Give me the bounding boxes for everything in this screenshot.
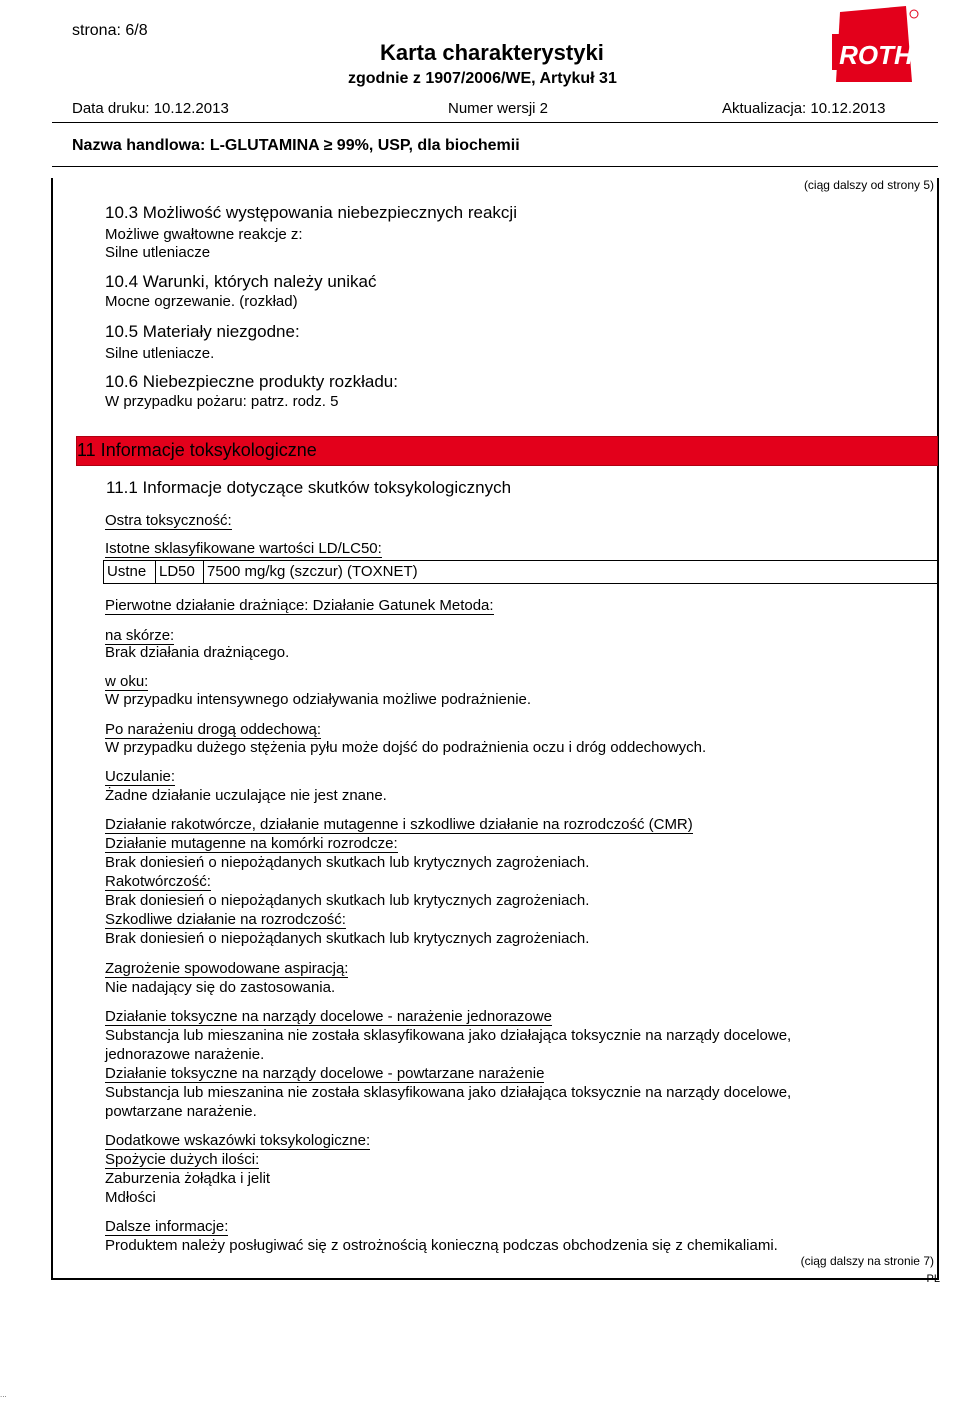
section-11-title: 11 Informacje toksykologiczne xyxy=(77,440,317,460)
ld-type: LD50 xyxy=(156,561,204,583)
logo-text: ROTH xyxy=(839,40,913,70)
reproductive-value: Brak doniesień o niepożądanych skutkach lub krytycznych zagrożeniach. xyxy=(105,930,590,947)
section-11-bar xyxy=(76,436,938,466)
ld-route: Ustne xyxy=(104,561,156,583)
document-subtitle: zgodnie z 1907/2006/WE, Artykuł 31 xyxy=(348,70,617,87)
heading-10-5: 10.5 Materiały niezgodne: xyxy=(105,322,300,341)
aspiration-label: Zagrożenie spowodowane aspiracją: xyxy=(105,960,349,977)
stot-re-line1: Substancja lub mieszanina nie została sklasyfikowana jako działająca toksycznie na narządy docelowe, xyxy=(105,1084,792,1101)
further-info-label: Dalsze informacje: xyxy=(105,1218,229,1235)
inhalation-label: Po narażeniu drogą oddechową: xyxy=(105,721,321,738)
eye-label: w oku: xyxy=(105,673,149,690)
trade-name xyxy=(72,137,520,155)
stot-se-heading: Działanie toksyczne na narządy docelowe - narażenie jednorazowe xyxy=(105,1008,552,1025)
heading-10-3: 10.3 Możliwość występowania niebezpiecznych reakcji xyxy=(105,203,517,222)
update-date: Aktualizacja: 10.12.2013 xyxy=(722,100,886,117)
further-info-value: Produktem należy posługiwać się z ostrożnością konieczną podczas obchodzenia się z chemikaliami. xyxy=(105,1237,778,1254)
heading-10-4: 10.4 Warunki, których należy unikać xyxy=(105,272,377,291)
reproductive-label: Szkodliwe działanie na rozrodczość: xyxy=(105,911,346,928)
sensitisation-value: Żadne działanie uczulające nie jest znane. xyxy=(105,787,387,804)
heading-11-1: 11.1 Informacje dotyczące skutków toksykologicznych xyxy=(106,478,512,497)
carcinogenicity-label: Rakotwórczość: xyxy=(105,873,211,890)
value-10-6: W przypadku pożaru: patrz. rodz. 5 xyxy=(105,393,339,410)
print-date: Data druku: 10.12.2013 xyxy=(72,100,229,117)
value-10-5: Silne utleniacze. xyxy=(105,345,215,362)
cmr-heading: Działanie rakotwórcze, działanie mutagenne i szkodliwe działanie na rozrodczość (CMR) xyxy=(105,816,693,833)
stot-re-heading: Działanie toksyczne na narządy docelowe - powtarzane narażenie xyxy=(105,1065,545,1082)
header-divider xyxy=(52,122,938,123)
ingestion-value-2: Mdłości xyxy=(105,1189,156,1206)
aspiration-value: Nie nadający się do zastosowania. xyxy=(105,979,336,996)
version-number: Numer wersji 2 xyxy=(448,100,549,117)
stot-re-line2: powtarzane narażenie. xyxy=(105,1103,257,1120)
irritation-heading: Pierwotne działanie drażniące: Działanie Gatunek Metoda: xyxy=(105,597,494,614)
stot-se-line2: jednorazowe narażenie. xyxy=(105,1046,265,1063)
trade-divider xyxy=(52,166,938,167)
inhalation-value: W przypadku dużego stężenia pyłu może dojść do podrażnienia oczu i dróg oddechowych. xyxy=(105,739,707,756)
value-10-4: Mocne ogrzewanie. (rozkład) xyxy=(105,293,298,310)
trade-name-value: L-GLUTAMINA ≥ 99%, USP, dla biochemii xyxy=(209,137,520,154)
eye-value: W przypadku intensywnego odziaływania możliwe podrażnienie. xyxy=(105,691,532,708)
ingestion-label: Spożycie dużych ilości: xyxy=(105,1151,260,1168)
carcinogenicity-value: Brak doniesień o niepożądanych skutkach lub krytycznych zagrożeniach. xyxy=(105,892,590,909)
value-10-3: Silne utleniacze xyxy=(105,244,211,261)
label-10-3: Możliwe gwałtowne reakcje z: xyxy=(105,226,303,243)
language-code: PL xyxy=(926,1273,940,1285)
mutagenicity-value: Brak doniesień o niepożądanych skutkach lub krytycznych zagrożeniach. xyxy=(105,854,590,871)
acute-toxicity-label: Ostra toksyczność: xyxy=(105,512,232,529)
mutagenicity-label: Działanie mutagenne na komórki rozrodcze: xyxy=(105,835,398,852)
skin-label: na skórze: xyxy=(105,627,175,644)
ld-value: 7500 mg/kg (szczur) (TOXNET) xyxy=(207,563,418,580)
continued-from: (ciąg dalszy od strony 5) xyxy=(803,178,934,192)
stot-se-line1: Substancja lub mieszanina nie została sklasyfikowana jako działająca toksycznie na narządy docelowe, xyxy=(105,1027,792,1044)
footer-dots: ... xyxy=(0,1390,7,1399)
ld-heading: Istotne sklasyfikowane wartości LD/LC50: xyxy=(105,540,382,557)
skin-value: Brak działania drażniącego. xyxy=(105,644,290,661)
roth-logo xyxy=(826,4,920,84)
page-number: strona: 6/8 xyxy=(72,22,148,39)
sensitisation-label: Uczulanie: xyxy=(105,768,176,785)
ingestion-value-1: Zaburzenia żołądka i jelit xyxy=(105,1170,271,1187)
extra-info-heading: Dodatkowe wskazówki toksykologiczne: xyxy=(105,1132,371,1149)
continued-to: (ciąg dalszy na stronie 7) xyxy=(800,1254,934,1268)
heading-10-6: 10.6 Niebezpieczne produkty rozkładu: xyxy=(105,372,398,391)
ld-table-row xyxy=(103,560,938,584)
trade-name-label: Nazwa handlowa: xyxy=(72,137,206,154)
document-title: Karta charakterystyki xyxy=(380,40,604,65)
